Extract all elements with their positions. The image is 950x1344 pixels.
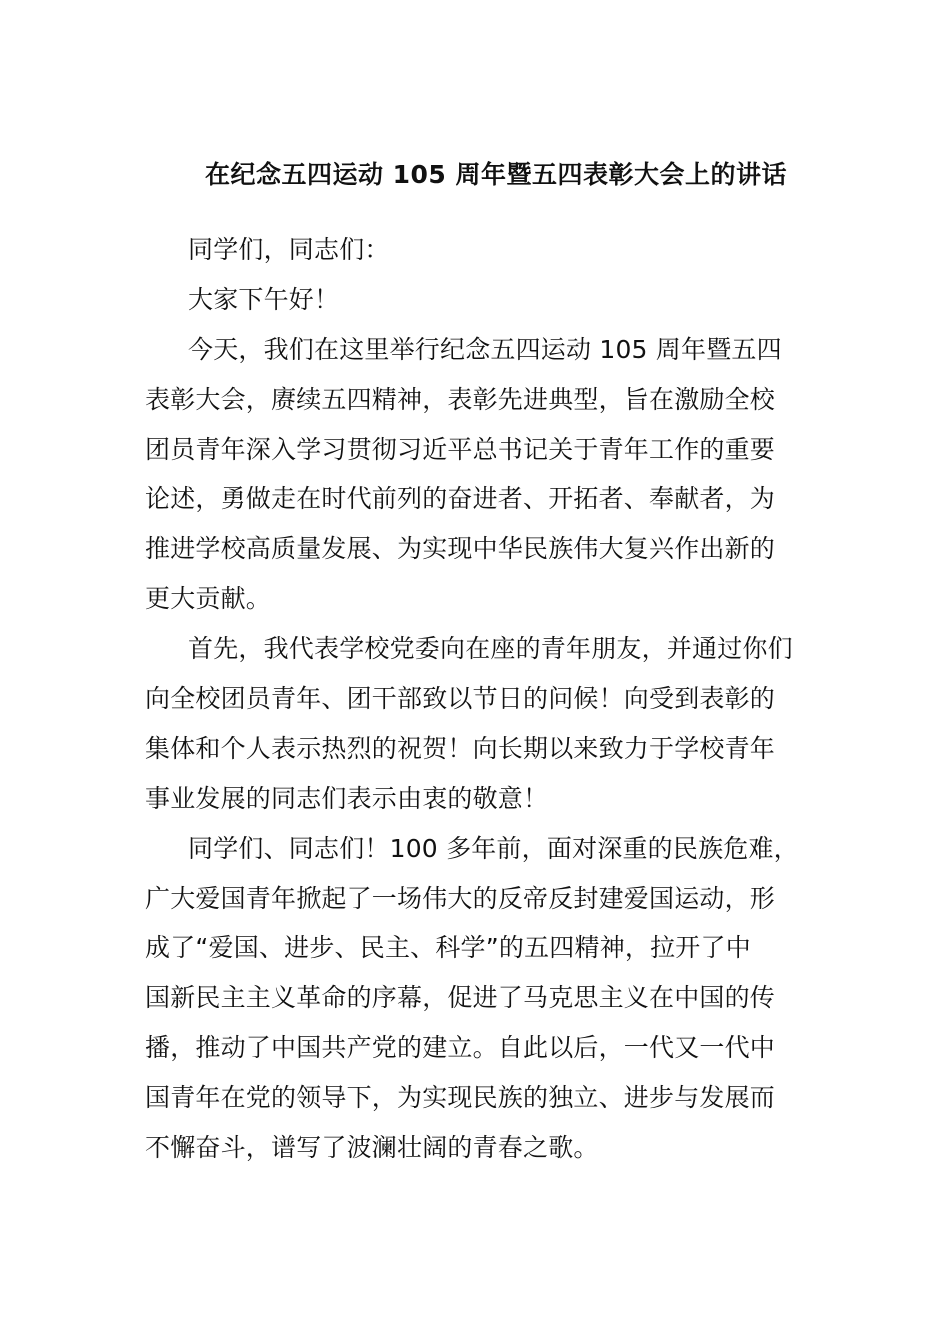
paragraph-3-line-1: 同学们、同志们！100 多年前，面对深重的民族危难， [188, 834, 799, 863]
paragraph-3-line-6: 国青年在党的领导下，为实现民族的独立、进步与发展而 [145, 1083, 776, 1112]
paragraph-1-line-4: 论述，勇做走在时代前列的奋进者、开拓者、奉献者，为 [145, 484, 776, 513]
paragraph-3-line-4: 国新民主主义革命的序幕，促进了马克思主义在中国的传 [145, 983, 776, 1012]
paragraph-3-line-7: 不懈奋斗，谱写了波澜壮阔的青春之歌。 [145, 1133, 599, 1162]
paragraph-1-line-3: 团员青年深入学习贯彻习近平总书记关于青年工作的重要 [145, 435, 776, 464]
paragraph-1-line-1: 今天，我们在这里举行纪念五四运动 105 周年暨五四 [188, 335, 782, 364]
paragraph-3-line-3: 成了“爱国、进步、民主、科学”的五四精神，拉开了中 [145, 933, 751, 962]
paragraph-3-line-2: 广大爱国青年掀起了一场伟大的反帝反封建爱国运动，形 [145, 884, 776, 913]
paragraph-2-line-2: 向全校团员青年、团干部致以节日的问候！向受到表彰的 [145, 684, 776, 713]
paragraph-1-line-2: 表彰大会，赓续五四精神，表彰先进典型，旨在激励全校 [145, 385, 776, 414]
salutation-line: 同学们，同志们： [188, 235, 390, 264]
paragraph-2-line-1: 首先，我代表学校党委向在座的青年朋友，并通过你们 [188, 634, 793, 663]
paragraph-1-line-5: 推进学校高质量发展、为实现中华民族伟大复兴作出新的 [145, 534, 776, 563]
greeting-line: 大家下午好！ [188, 285, 340, 314]
paragraph-2-line-3: 集体和个人表示热烈的祝贺！向长期以来致力于学校青年 [145, 734, 776, 763]
paragraph-2-line-4: 事业发展的同志们表示由衷的敬意！ [145, 784, 549, 813]
document-title: 在纪念五四运动 105 周年暨五四表彰大会上的讲话 [204, 160, 788, 189]
paragraph-3-line-5: 播，推动了中国共产党的建立。自此以后，一代又一代中 [145, 1033, 776, 1062]
paragraph-1-line-6: 更大贡献。 [145, 584, 272, 613]
